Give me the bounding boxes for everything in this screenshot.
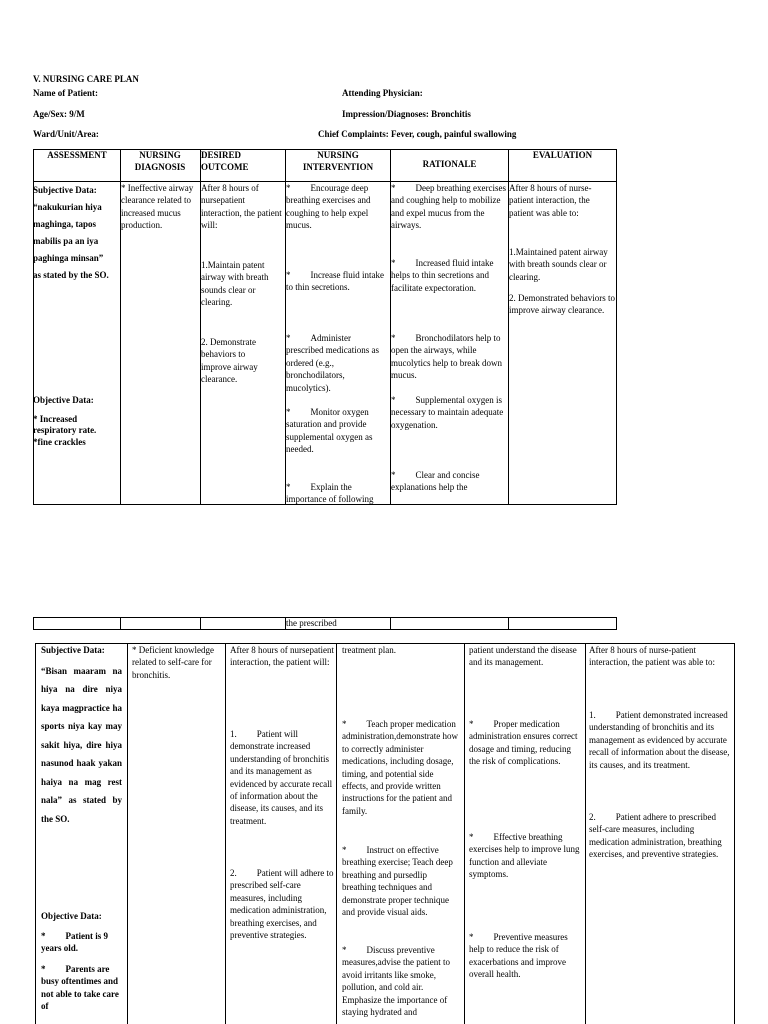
evaluation-item: 1. Patient demonstrated increased understanding of bronchitis and its management as evidenced by accurate recall of information about the disease, its causes, and its treatment. bbox=[589, 710, 730, 770]
table-border bbox=[464, 643, 465, 1024]
table-border bbox=[35, 643, 36, 1024]
attending-physician-label: Attending Physician: bbox=[342, 88, 423, 98]
table-border bbox=[585, 643, 586, 1024]
intervention-item: * Teach proper medication administration,demonstrate how to correctly administer medications, including dosage, timing, and potential side effects, and provide written instructions for the patient and family. bbox=[342, 719, 458, 816]
chief-complaints-label: Chief Complaints: Fever, cough, painful swallowing bbox=[318, 129, 517, 139]
nursing-diagnosis-text: * Ineffective airway clearance related to increased mucus production. bbox=[121, 183, 194, 231]
intervention-continuation: treatment plan. bbox=[342, 645, 396, 655]
objective-data-block bbox=[33, 414, 119, 448]
table-border bbox=[200, 617, 201, 630]
rationale-item: * Bronchodilators help to open the airways, while mucolytics help to break down mucus. bbox=[391, 333, 502, 381]
subjective-data-block bbox=[33, 182, 121, 285]
subjective-data-text: “Bisan maaram na hiya na dire niya kaya magpractice ha sports niya kay may sakit hiya, dire hiya nasunod haak yakan haiya na mag rest nala” as stated by the SO. bbox=[41, 666, 122, 824]
intervention-item: * Discuss preventive measures,advise the patient to avoid irritants like smoke, pollution, and cold air. Emphasize the importance of staying hydrated and bbox=[342, 945, 450, 1018]
subjective-line: paghinga minsan” bbox=[33, 253, 104, 264]
page-title: V. NURSING CARE PLAN bbox=[33, 74, 139, 84]
table-border bbox=[120, 617, 121, 630]
objective-item: * Patient is 9 years old. bbox=[41, 931, 108, 954]
evaluation-intro: After 8 hours of nurse-patient interaction, the patient was able to: bbox=[589, 645, 715, 668]
rationale-item: * Increased fluid intake helps to thin secretions and facilitate expectoration. bbox=[391, 258, 494, 293]
table-border bbox=[734, 643, 735, 1024]
intervention-item: * Instruct on effective breathing exercise; Teach deep breathing and pursedlip breathing techniques and demonstrate proper technique and provide visual aids. bbox=[342, 845, 453, 918]
rationale-item: * Proper medication administration ensures correct dosage and timing, reducing the risk of complications. bbox=[469, 719, 578, 767]
header-assessment: ASSESSMENT bbox=[47, 150, 107, 160]
nursing-diagnosis-text: * Deficient knowledge related to self-care for bronchitis. bbox=[132, 645, 214, 680]
table-border bbox=[616, 149, 617, 505]
subjective-line: mabilis pa an iya bbox=[33, 236, 99, 247]
objective-line: *fine crackles bbox=[33, 436, 86, 447]
table-border bbox=[616, 617, 617, 630]
rationale-item: * Clear and concise explanations help the bbox=[391, 470, 480, 493]
rationale-item: * Preventive measures help to reduce the risk of exacerbations and improve overall health. bbox=[469, 932, 568, 980]
intervention-continuation: the prescribed bbox=[286, 618, 337, 628]
objective-item: * Parents are busy oftentimes and not able to take care of bbox=[41, 964, 119, 1012]
impression-label: Impression/Diagnoses: Bronchitis bbox=[342, 109, 471, 119]
subjective-line: “nakukurian hiya bbox=[33, 202, 102, 213]
evaluation-item: 2. Demonstrated behaviors to improve airway clearance. bbox=[509, 293, 615, 316]
subjective-line: maghinga, tapos bbox=[33, 219, 97, 230]
header-nursing-intervention: NURSING INTERVENTION bbox=[302, 150, 374, 173]
objective-data-label: Objective Data: bbox=[33, 395, 94, 405]
patient-name-label: Name of Patient: bbox=[33, 88, 98, 98]
table-border bbox=[127, 643, 128, 1024]
table-border bbox=[508, 617, 509, 630]
evaluation-item: 2. Patient adhere to prescribed self-care measures, including medication administration, breathing exercises, and preventive strategies. bbox=[589, 812, 722, 860]
header-evaluation: EVALUATION bbox=[532, 150, 593, 160]
outcome-item: 2. Patient will adhere to prescribed self-care measures, including medication administration, breathing exercises, and preventive strategies. bbox=[230, 868, 334, 941]
outcome-item: 1.Maintain patent airway with breath sounds clear or clearing. bbox=[201, 260, 269, 308]
table-border bbox=[225, 643, 226, 1024]
subjective-data-label: Subjective Data: bbox=[33, 185, 97, 195]
rationale-item: * Deep breathing exercises and coughing help to mobilize and expel mucus from the airways. bbox=[391, 183, 506, 231]
outcome-item: 2. Demonstrate behaviors to improve airway clearance. bbox=[201, 337, 258, 385]
objective-data-label: Objective Data: bbox=[41, 911, 102, 921]
rationale-item: * Supplemental oxygen is necessary to maintain adequate oxygenation. bbox=[391, 395, 504, 430]
objective-line: respiratory rate. bbox=[33, 425, 97, 436]
evaluation-item: 1.Maintained patent airway with breath sounds clear or clearing. bbox=[509, 247, 608, 282]
rationale-item: * Effective breathing exercises help to improve lung function and alleviate symptoms. bbox=[469, 832, 580, 880]
intervention-item: * Monitor oxygen saturation and provide supplemental oxygen as needed. bbox=[286, 407, 373, 455]
outcome-intro: After 8 hours of nursepatient interaction, the patient will: bbox=[201, 183, 282, 231]
intervention-item: * Encourage deep breathing exercises and coughing to help expel mucus. bbox=[286, 183, 371, 231]
table-border bbox=[336, 643, 337, 1024]
outcome-intro: After 8 hours of nursepatient interaction, the patient will: bbox=[230, 645, 334, 668]
objective-line: * Increased bbox=[33, 414, 78, 424]
subjective-data-label: Subjective Data: bbox=[41, 645, 105, 655]
age-sex-label: Age/Sex: 9/M bbox=[33, 109, 85, 119]
header-rationale: RATIONALE bbox=[422, 159, 477, 169]
outcome-item: 1. Patient will demonstrate increased understanding of bronchitis and its management as evidenced by accurate recall of information about the disease, its causes, and its treatment. bbox=[230, 729, 333, 826]
header-nursing-diagnosis: NURSING DIAGNOSIS bbox=[134, 150, 186, 173]
intervention-item: * Administer prescribed medications as ordered (e.g., bronchodilators, mucolytics). bbox=[286, 333, 379, 393]
intervention-item: * Increase fluid intake to thin secretions. bbox=[286, 270, 384, 293]
table-border bbox=[33, 617, 34, 630]
intervention-item: * Explain the importance of following bbox=[286, 482, 374, 505]
subjective-line: as stated by the SO. bbox=[33, 270, 109, 281]
table-border bbox=[390, 617, 391, 630]
evaluation-intro: After 8 hours of nurse-patient interaction, the patient was able to: bbox=[509, 183, 592, 218]
ward-label: Ward/Unit/Area: bbox=[33, 129, 99, 139]
header-desired-outcome: DESIRED OUTCOME bbox=[201, 150, 249, 173]
rationale-continuation: patient understand the disease and its management. bbox=[469, 645, 577, 668]
